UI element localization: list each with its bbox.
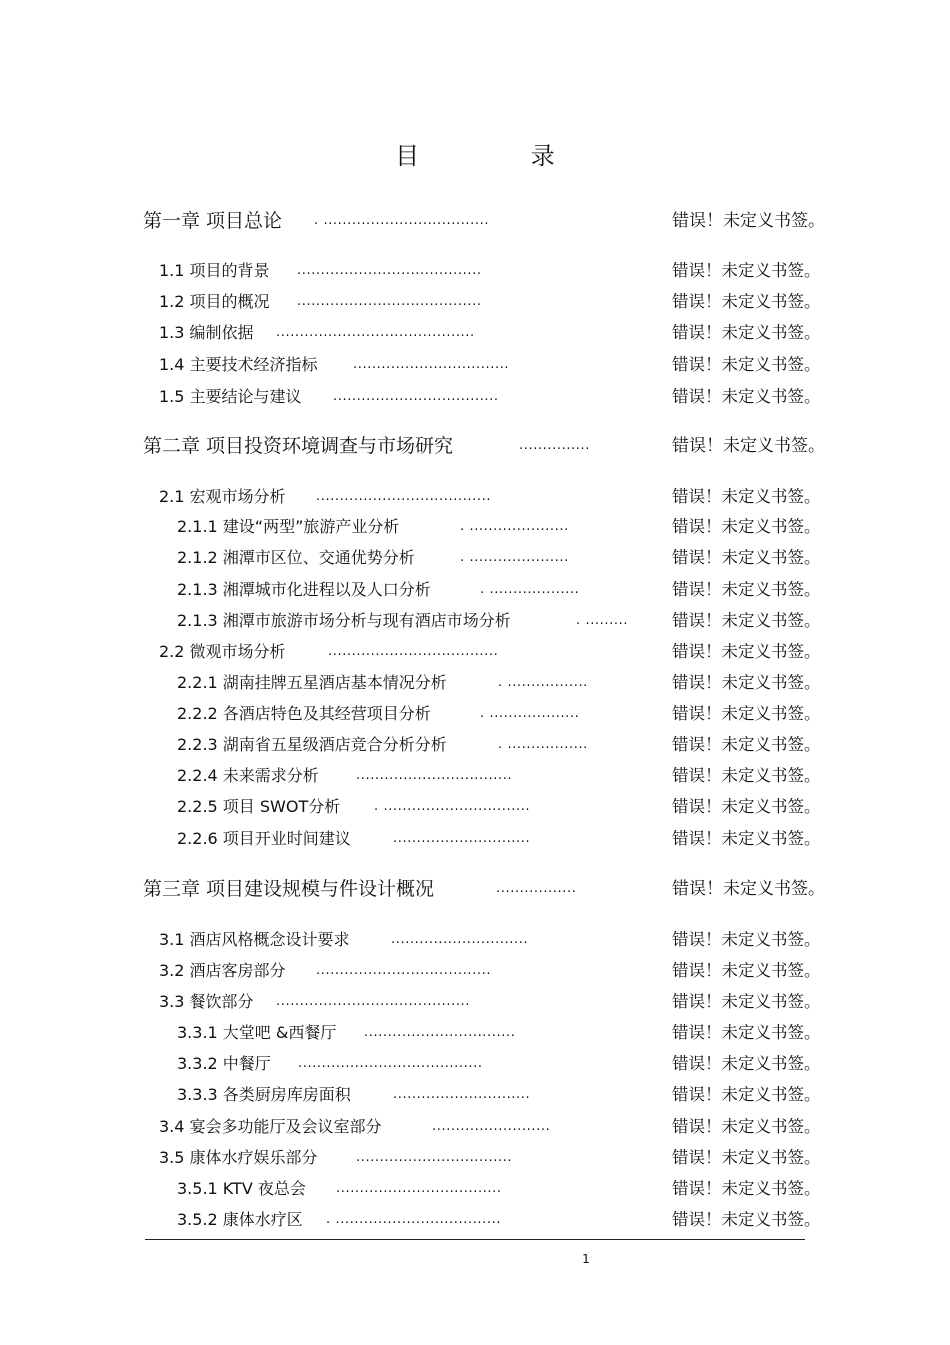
toc-page-ref: 错误！未定义书签。	[672, 797, 821, 816]
toc-page-ref: 错误！未定义书签。	[672, 1210, 821, 1229]
toc-entry-label: 2.1.3 湘潭市旅游市场分析与现有酒店市场分析	[177, 611, 511, 630]
footer-rule	[145, 1239, 805, 1240]
toc-entry[interactable]	[0, 1176, 950, 1202]
toc-entry-label: 3.4 宴会多功能厅及会议室部分	[159, 1117, 382, 1136]
toc-leader-dots: .......................................	[298, 1056, 483, 1071]
toc-entry-label: 3.3 餐饮部分	[159, 992, 254, 1011]
toc-entry[interactable]	[0, 384, 950, 410]
toc-entry[interactable]	[0, 1051, 950, 1077]
toc-page-ref: 错误！未定义书签。	[672, 548, 821, 567]
toc-page-ref: 错误！未定义书签。	[672, 879, 825, 899]
toc-page-ref: 错误！未定义书签。	[672, 1117, 821, 1136]
toc-entry-label: 1.5 主要结论与建议	[159, 387, 302, 406]
toc-entry[interactable]	[0, 577, 950, 603]
toc-leader-dots: .........................	[432, 1119, 551, 1134]
toc-entry[interactable]	[0, 608, 950, 634]
toc-page-ref: 错误！未定义书签。	[672, 961, 821, 980]
toc-page-ref: 错误！未定义书签。	[672, 992, 821, 1011]
toc-entry-label: 3.3.1 大堂吧 &西餐厅	[177, 1023, 337, 1042]
toc-leader-dots: .....................................	[316, 489, 492, 504]
toc-leader-dots: ..........................................	[276, 325, 475, 340]
toc-leader-dots: . ...................................	[314, 213, 490, 228]
toc-page-ref: 错误！未定义书签。	[672, 387, 821, 406]
toc-entry[interactable]	[0, 1145, 950, 1171]
toc-leader-dots: .............................	[393, 1087, 531, 1102]
toc-page-ref: 错误！未定义书签。	[672, 1148, 821, 1167]
toc-entry[interactable]	[0, 1207, 950, 1233]
toc-entry-label: 第二章 项目投资环境调查与市场研究	[143, 435, 454, 457]
toc-entry[interactable]	[0, 208, 950, 234]
toc-entry[interactable]	[0, 258, 950, 284]
toc-page-ref: 错误！未定义书签。	[672, 1023, 821, 1042]
toc-leader-dots: .................................	[356, 1150, 513, 1165]
toc-page-ref: 错误！未定义书签。	[672, 673, 821, 692]
toc-entry[interactable]	[0, 927, 950, 953]
toc-entry-label: 2.1.2 湘潭市区位、交通优势分析	[177, 548, 415, 567]
toc-page-ref: 错误！未定义书签。	[672, 261, 821, 280]
toc-entry-label: 3.5.1 KTV 夜总会	[177, 1179, 306, 1198]
toc-leader-dots: . .................	[498, 737, 588, 752]
toc-entry[interactable]	[0, 639, 950, 665]
toc-entry[interactable]	[0, 732, 950, 758]
toc-entry-label: 1.4 主要技术经济指标	[159, 355, 318, 374]
toc-entry-label: 2.2.4 未来需求分析	[177, 766, 319, 785]
toc-entry-label: 第三章 项目建设规模与件设计概况	[143, 878, 435, 900]
toc-leader-dots: ...............	[519, 438, 590, 453]
toc-entry[interactable]	[0, 352, 950, 378]
toc-entry-label: 2.2.5 项目 SWOT分析	[177, 797, 341, 816]
toc-entry-label: 1.3 编制依据	[159, 323, 254, 342]
toc-entry-label: 3.3.2 中餐厅	[177, 1054, 271, 1073]
toc-leader-dots: . .....................	[460, 519, 569, 534]
toc-entry-label: 2.2.2 各酒店特色及其经营项目分析	[177, 704, 431, 723]
toc-entry[interactable]	[0, 958, 950, 984]
toc-page-ref: 错误！未定义书签。	[672, 436, 825, 456]
toc-leader-dots: . .....................	[460, 550, 569, 565]
toc-page-ref: 错误！未定义书签。	[672, 487, 821, 506]
toc-entry[interactable]	[0, 670, 950, 696]
toc-entry[interactable]	[0, 876, 950, 902]
toc-entry-label: 2.2.3 湖南省五星级酒店竞合分析分析	[177, 735, 447, 754]
toc-entry[interactable]	[0, 1114, 950, 1140]
toc-page-ref: 错误！未定义书签。	[672, 1054, 821, 1073]
toc-entry-label: 3.5 康体水疗娱乐部分	[159, 1148, 318, 1167]
toc-page-ref: 错误！未定义书签。	[672, 930, 821, 949]
toc-entry[interactable]	[0, 545, 950, 571]
toc-entry-label: 2.2 微观市场分析	[159, 642, 286, 661]
toc-page-ref: 错误！未定义书签。	[672, 766, 821, 785]
toc-entry-label: 1.2 项目的概况	[159, 292, 270, 311]
toc-entry[interactable]	[0, 1082, 950, 1108]
toc-page-ref: 错误！未定义书签。	[672, 323, 821, 342]
page-number: 1	[582, 1252, 590, 1266]
toc-entry[interactable]	[0, 763, 950, 789]
toc-page-ref: 错误！未定义书签。	[672, 642, 821, 661]
toc-page-ref: 错误！未定义书签。	[672, 580, 821, 599]
toc-leader-dots: . .........	[576, 613, 629, 628]
toc-entry[interactable]	[0, 320, 950, 346]
toc-page-ref: 错误！未定义书签。	[672, 829, 821, 848]
toc-page-ref: 错误！未定义书签。	[672, 517, 821, 536]
toc-entry-label: 3.5.2 康体水疗区	[177, 1210, 303, 1229]
toc-leader-dots: . ...................................	[326, 1212, 502, 1227]
toc-leader-dots: .............................	[391, 932, 529, 947]
toc-entry-label: 3.3.3 各类厨房库房面积	[177, 1085, 351, 1104]
toc-page-ref: 错误！未定义书签。	[672, 292, 821, 311]
toc-leader-dots: .......................................	[297, 263, 482, 278]
toc-entry[interactable]	[0, 289, 950, 315]
toc-leader-dots: .....................................	[316, 963, 492, 978]
toc-entry-label: 1.1 项目的背景	[159, 261, 270, 280]
toc-entry-label: 2.1.1 建设“两型”旅游产业分析	[177, 517, 400, 536]
toc-page-ref: 错误！未定义书签。	[672, 1085, 821, 1104]
toc-entry-label: 2.1 宏观市场分析	[159, 487, 286, 506]
toc-leader-dots: .......................................	[297, 294, 482, 309]
page-title: 目 录	[395, 142, 607, 170]
toc-entry-label: 3.2 酒店客房部分	[159, 961, 286, 980]
toc-entry-label: 2.1.3 湘潭城市化进程以及人口分析	[177, 580, 431, 599]
toc-leader-dots: .................................	[353, 357, 510, 372]
toc-entry[interactable]	[0, 1020, 950, 1046]
toc-leader-dots: .........................................	[276, 994, 471, 1009]
toc-page-ref: 错误！未定义书签。	[672, 211, 825, 231]
toc-leader-dots: .................	[496, 881, 577, 896]
toc-leader-dots: . .................	[498, 675, 588, 690]
toc-entry-label: 2.2.6 项目开业时间建议	[177, 829, 351, 848]
toc-page-ref: 错误！未定义书签。	[672, 704, 821, 723]
toc-leader-dots: . ...............................	[374, 799, 531, 814]
toc-entry[interactable]	[0, 484, 950, 510]
toc-page-ref: 错误！未定义书签。	[672, 735, 821, 754]
toc-entry[interactable]	[0, 514, 950, 540]
toc-leader-dots: ...................................	[336, 1181, 502, 1196]
toc-entry[interactable]	[0, 701, 950, 727]
toc-leader-dots: . ...................	[480, 582, 580, 597]
toc-entry[interactable]	[0, 989, 950, 1015]
toc-entry-label: 3.1 酒店风格概念设计要求	[159, 930, 350, 949]
toc-page-ref: 错误！未定义书签。	[672, 355, 821, 374]
toc-leader-dots: .............................	[393, 831, 531, 846]
toc-leader-dots: ................................	[364, 1025, 516, 1040]
toc-leader-dots: ...................................	[333, 389, 499, 404]
toc-leader-dots: ....................................	[328, 644, 499, 659]
toc-entry-label: 第一章 项目总论	[143, 210, 283, 232]
toc-page-ref: 错误！未定义书签。	[672, 611, 821, 630]
toc-entry[interactable]	[0, 826, 950, 852]
toc-entry[interactable]	[0, 794, 950, 820]
toc-page-ref: 错误！未定义书签。	[672, 1179, 821, 1198]
toc-entry-label: 2.2.1 湖南挂牌五星酒店基本情况分析	[177, 673, 447, 692]
toc-leader-dots: .................................	[356, 768, 513, 783]
toc-leader-dots: . ...................	[480, 706, 580, 721]
toc-entry[interactable]	[0, 433, 950, 459]
